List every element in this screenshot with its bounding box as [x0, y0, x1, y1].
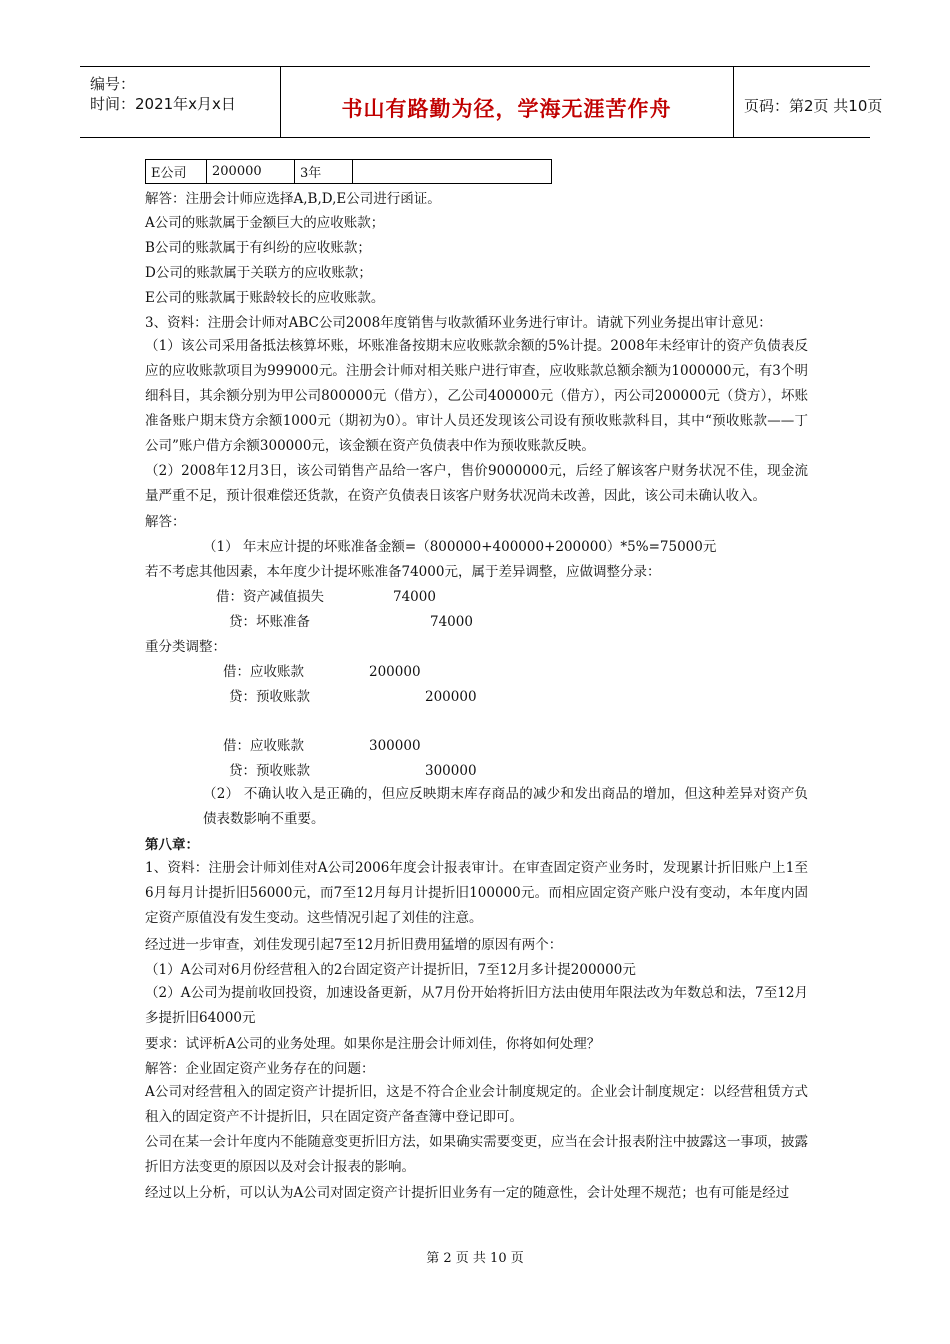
chapter-8-reason-2: （2）A公司为提前收回投资，加速设备更新，从7月份开始将折旧方法由使用年限法改为年数总和法，7至12月多提折旧64000元	[145, 985, 808, 1026]
adjust-text: 若不考虑其他因素，本年度少计提坏账准备74000元，属于差异调整，应做调整分录：	[145, 564, 661, 580]
table-cell-note	[353, 160, 552, 184]
entry2-credit-amount: 200000	[425, 689, 477, 705]
table-cell-company: E公司	[146, 160, 207, 184]
page-header	[80, 66, 883, 138]
receivables-table	[145, 159, 552, 184]
entry3-credit-amount: 300000	[425, 763, 477, 779]
chapter-8-further: 经过进一步审查，刘佳发现引起7至12月折旧费用猛增的原因有两个：	[145, 937, 563, 953]
answer-line-e: E公司的账款属于账龄较长的应收账款。	[145, 290, 385, 306]
header-motto-cell	[280, 67, 734, 137]
table-cell-age: 3年	[295, 160, 353, 184]
table-cell-amount: 200000	[207, 160, 295, 184]
header-motto: 书山有路勤为径，学海无涯苦作舟	[341, 97, 672, 121]
entry3-debit-amount: 300000	[369, 738, 421, 754]
header-page-label: 页码：第2页 共10页	[744, 97, 883, 115]
calc-line: （1） 年末应计提的坏账准备金额=（800000+400000+200000）*5%=75000元	[203, 539, 717, 555]
chapter-8-question-1: 1、资料：注册会计师刘佳对A公司2006年度会计报表审计。在审查固定资产业务时，发现累计折旧账户上1至6月每月计提折旧56000元，而7至12月每月计提折旧100000元。而相应固定资产账户没有变动，本年度内固定资产原值没有发生变动。这些情况引起了刘佳的注意。	[145, 860, 808, 926]
entry1-debit: 借：资产减值损失	[216, 589, 324, 605]
answer-intro: 解答：注册会计师应选择A,B,D,E公司进行函证。	[145, 191, 441, 207]
chapter-8-requirement: 要求：试评析A公司的业务处理。如果你是注册会计师刘佳，你将如何处理？	[145, 1036, 601, 1052]
entry1-debit-amount: 74000	[393, 589, 436, 605]
entry3-debit: 借：应收账款	[223, 738, 304, 754]
question-3-title: 3、资料：注册会计师对ABC公司2008年度销售与收款循环业务进行审计。请就下列业务提出审计意见：	[145, 315, 772, 331]
header-info-cell	[80, 67, 281, 137]
entry2-debit-amount: 200000	[369, 664, 421, 680]
entry2-credit: 贷：预收账款	[229, 689, 310, 705]
table-row	[146, 160, 552, 184]
question-3-part-2: （2）2008年12月3日，该公司销售产品给一客户，售价9000000元，后经了解该客户财务状况不佳，现金流量严重不足，预计很难偿还货款，在资产负债表日该客户财务状况尚未改善，因此，该公司未确认收入。	[145, 463, 808, 504]
question-3-part-1: （1）该公司采用备抵法核算坏账，坏账准备按期末应收账款余额的5%计提。2008年未经审计的资产负债表反应的应收账款项目为999000元。注册会计师对相关账户进行审查，应收账款总额余额为1000000元，有3个明细科目，其余额分别为甲公司800000元（借方），乙公司400000元（借方），丙公司200000元（贷方），坏账准备账户期末贷方余额1000元（期初为0）。审计人员还发现该公司设有预收账款科目，其中“预收账款——丁公司”账户借方余额300000元，该金额在资产负债表中作为预收账款反映。	[145, 338, 808, 454]
chapter-8-answer: 解答：企业固定资产业务存在的问题：	[145, 1061, 375, 1077]
answer-line-a: A公司的账款属于金额巨大的应收账款；	[145, 215, 385, 231]
entry1-credit: 贷：坏账准备	[229, 614, 310, 630]
answer-line-b: B公司的账款属于有纠纷的应收账款；	[145, 240, 371, 256]
chapter-8-answer-1: A公司对经营租入的固定资产计提折旧，这是不符合企业会计制度规定的。企业会计制度规定：以经营租赁方式租入的固定资产不计提折旧，只在固定资产备查簿中登记即可。	[145, 1084, 808, 1125]
reclass-label: 重分类调整：	[145, 639, 226, 655]
chapter-8-answer-3: 经过以上分析，可以认为A公司对固定资产计提折旧业务有一定的随意性，会计处理不规范；也有可能是经过	[145, 1185, 790, 1201]
chapter-8-answer-2: 公司在某一会计年度内不能随意变更折旧方法，如果确实需要变更，应当在会计报表附注中披露这一事项，披露折旧方法变更的原因以及对会计报表的影响。	[145, 1134, 808, 1175]
answer-part-2: （2） 不确认收入是正确的，但应反映期末库存商品的减少和发出商品的增加，但这种差异对资产负债表数影响不重要。	[203, 786, 808, 827]
answer-line-d: D公司的账款属于关联方的应收账款；	[145, 265, 372, 281]
entry1-credit-amount: 74000	[430, 614, 473, 630]
chapter-8-heading: 第八章：	[145, 837, 199, 853]
answer-label: 解答：	[145, 514, 186, 530]
entry2-debit: 借：应收账款	[223, 664, 304, 680]
header-page-cell	[734, 67, 883, 137]
time-label: 时间：2021年x月x日	[90, 95, 236, 113]
number-label: 编号：	[90, 75, 136, 93]
page-footer: 第 2 页 共 10 页	[426, 1251, 524, 1266]
entry3-credit: 贷：预收账款	[229, 763, 310, 779]
chapter-8-reason-1: （1）A公司对6月份经营租入的2台固定资产计提折旧，7至12月多计提200000元	[145, 962, 636, 978]
